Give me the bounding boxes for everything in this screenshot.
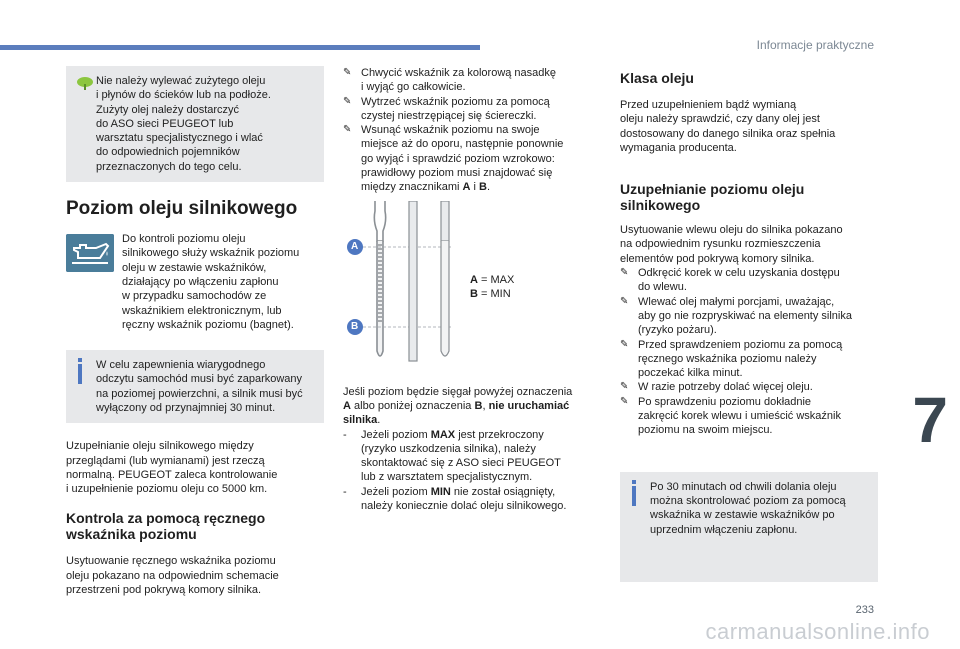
eco-note-line: Nie należy wylewać zużytego oleju (96, 75, 266, 87)
case-line: lub z warsztatem specjalistycznym. (361, 471, 533, 484)
step-bullet-icon: ✎ (620, 295, 629, 307)
refill-paragraph (66, 439, 324, 496)
paragraph-line: oleju pokazano na odpowiednim schemacie (66, 569, 279, 582)
info-note-line: wyłączony od przynajmniej 30 minut. (96, 401, 276, 414)
text-bold: B (474, 399, 483, 412)
step-line: poziomu na swoim miejscu. (638, 424, 773, 437)
step-bullet-icon: ✎ (343, 67, 352, 78)
text-run: Jeżeli poziom (361, 428, 431, 441)
intro-line: oleju w zestawie wskaźników, (122, 261, 267, 274)
intro-line: w przypadku samochodów ze (122, 290, 267, 303)
marker-a-ref: A (462, 181, 471, 194)
legend-value: = MAX (477, 273, 515, 286)
warning-line (343, 413, 601, 427)
refill-location-paragraph (620, 223, 878, 266)
eco-note-line: i płynów do ścieków lub na podłoże. (96, 89, 271, 102)
step-item (620, 295, 878, 338)
legend-value: = MIN (477, 287, 511, 300)
intro-line: Do kontroli poziomu oleju (122, 233, 246, 246)
text-run: . (377, 414, 381, 427)
step-item (343, 66, 601, 95)
paragraph-line: przestrzeni pod pokrywą komory silnika. (66, 584, 262, 597)
case-item (343, 485, 601, 514)
step-line: ręcznego wskaźnika poziomu należy (638, 352, 817, 365)
paragraph-line: Przed uzupełnieniem bądź wymianą (620, 99, 797, 111)
dipstick-illustration (343, 201, 601, 375)
legend-key: A (470, 273, 478, 286)
text-bold: MAX (430, 428, 456, 441)
step-item (620, 338, 878, 381)
heading-oil-class: Klasa oleju (620, 70, 694, 86)
step-line: W razie potrzeby dolać więcej oleju. (638, 381, 813, 394)
eco-note-line: warsztatu specjalistycznego i wlać (96, 132, 263, 145)
dipstick-steps (343, 66, 601, 195)
leaf-icon (76, 76, 94, 90)
step-item (620, 266, 878, 295)
text-run: . (486, 181, 491, 194)
info-icon (78, 358, 82, 382)
text-run: między znacznikami (361, 181, 463, 194)
info-note-line: W celu zapewnienia wiarygodnego (96, 359, 266, 372)
paragraph-line: i uzupełnienie poziomu oleju co 5000 km. (66, 483, 268, 496)
text-bold: A (343, 399, 351, 412)
info-icon (632, 480, 636, 504)
paragraph-line: Uzupełnianie oleju silnikowego między (66, 440, 254, 453)
step-bullet-icon: ✎ (343, 124, 352, 136)
case-line: (ryzyko uszkodzenia silnika), należy (361, 442, 536, 455)
column-right (620, 66, 878, 582)
case-item (343, 428, 601, 485)
step-line: Wlewać olej małymi porcjami, uważając, (638, 295, 835, 308)
info-note-box (620, 472, 878, 582)
case-line: skontaktować się z ASO sieci PEUGEOT (361, 457, 561, 470)
marker-b-ref: B (479, 181, 487, 194)
step-line: Wytrzeć wskaźnik poziomu za pomocą (361, 95, 550, 108)
step-line: poczekać kilka minut. (638, 367, 743, 380)
eco-note-line: do odpowiednich pojemników (96, 146, 240, 159)
eco-note-line: Zużyty olej należy dostarczyć (96, 103, 240, 116)
intro-line: działający po włączeniu zapłonu (122, 275, 279, 288)
info-note-line: można skontrolować poziom za pomocą (650, 494, 846, 507)
text-run: jest przekroczony (455, 428, 544, 441)
heading-refill: Uzupełnianie poziomu oleju silnikowego (620, 181, 805, 214)
step-line: miejsce aż do oporu, następnie ponownie (361, 138, 564, 151)
step-line: go wyjąć i sprawdzić poziom wzrokowo: (361, 152, 555, 165)
text-run: albo poniżej oznaczenia (350, 399, 475, 412)
step-line: do wlewu. (638, 281, 687, 294)
oil-can-icon (66, 234, 114, 272)
step-line: Przed sprawdzeniem poziomu za pomocą (638, 338, 843, 351)
legend-key: B (470, 287, 478, 300)
step-line: Po sprawdzeniu poziomu dokładnie (638, 395, 812, 408)
legend-min (470, 287, 514, 301)
column-left (66, 66, 324, 597)
step-line: Odkręcić korek w celu uzyskania dostępu (638, 267, 840, 280)
paragraph-line: normalną. PEUGEOT zaleca kontrolowanie (66, 468, 278, 481)
step-item (343, 95, 601, 124)
step-item (620, 395, 878, 438)
subheading-dipstick: Kontrola za pomocą ręcznego wskaźnika poziomu (66, 510, 266, 543)
step-line: Chwycić wskaźnik za kolorową nasadkę (361, 67, 557, 79)
text-run: i (470, 181, 479, 194)
step-item (620, 380, 878, 394)
info-note-line: odczytu samochód musi być zaparkowany (96, 373, 303, 386)
case-line: należy koniecznie dolać oleju silnikowego. (361, 500, 567, 513)
legend-max (470, 273, 514, 287)
dipstick-location-paragraph (66, 554, 324, 597)
section-title: Informacje praktyczne (756, 38, 874, 52)
watermark: carmanualsonline.info (705, 619, 930, 644)
dash-bullet: - (343, 428, 347, 441)
step-bullet-icon: ✎ (620, 338, 629, 350)
eco-note-line: do ASO sieci PEUGEOT lub (96, 117, 234, 130)
step-line: zakręcić korek wlewu i umieścić wskaźnik (638, 410, 841, 423)
oil-class-paragraph (620, 98, 878, 155)
step-line: i wyjąć go całkowicie. (361, 81, 466, 94)
step-item (343, 123, 601, 194)
eco-note-line: przeznaczonych do tego celu. (96, 160, 242, 173)
chapter-number: 7 (912, 384, 948, 456)
main-heading: Poziom oleju silnikowego (66, 198, 298, 220)
text-run: Jeżeli poziom (361, 485, 431, 498)
step-line: czystej niestrzępiącej się ściereczki. (361, 109, 537, 122)
dipstick-diagram (343, 201, 473, 375)
step-bullet-icon: ✎ (620, 267, 629, 279)
eco-note-box (66, 66, 324, 182)
text-bold: nie uruchamiać (488, 399, 570, 412)
dipstick-legend (470, 273, 514, 301)
text-bold: MIN (430, 485, 451, 498)
intro-line: ręczny wskaźnik poziomu (bagnet). (122, 318, 294, 331)
paragraph-line: Usytuowanie wlewu oleju do silnika pokazano (620, 224, 843, 237)
info-note-line: na poziomej powierzchni, a silnik musi być (96, 387, 303, 400)
warning-line: Jeśli poziom będzie sięgał powyżej oznaczenia (343, 385, 573, 398)
level-warning (343, 385, 601, 428)
text-bold: silnika (343, 414, 378, 427)
text-run: , (482, 399, 489, 412)
step-line: Wsunąć wskaźnik poziomu na swoje (361, 124, 540, 137)
marker-b-label: B (351, 320, 359, 332)
info-note-line: wskaźnika w zestawie wskaźników po (650, 509, 835, 522)
warning-line (343, 399, 601, 413)
step-line: aby go nie rozpryskiwać na elementy silnika (638, 309, 852, 322)
dash-bullet: - (343, 485, 347, 498)
oil-intro (66, 232, 324, 342)
intro-line: wskaźnikiem elektronicznym, lub (122, 304, 282, 317)
info-note-line: uprzednim włączeniu zapłonu. (650, 523, 798, 536)
column-middle (343, 66, 601, 513)
step-line: (ryzyko pożaru). (638, 324, 717, 337)
step-bullet-icon: ✎ (620, 381, 629, 393)
case-line (361, 428, 601, 442)
info-note-line: Po 30 minutach od chwili dolania oleju (650, 480, 837, 493)
paragraph-line: wymagania producenta. (620, 141, 737, 154)
paragraph-line: na odpowiednim rysunku rozmieszczenia (620, 238, 821, 251)
paragraph-line: przeglądami (lub wymianami) jest rzeczą (66, 454, 265, 467)
step-bullet-icon: ✎ (620, 395, 629, 407)
page-number: 233 (855, 604, 874, 616)
marker-a-label: A (351, 240, 359, 252)
paragraph-line: dostosowany do danego silnika oraz spełnia (620, 127, 836, 140)
text-run: nie został osiągnięty, (450, 485, 556, 498)
refill-steps (620, 266, 878, 438)
paragraph-line: Usytuowanie ręcznego wskaźnika poziomu (66, 555, 276, 568)
step-line (361, 180, 601, 194)
paragraph-line: elementów pod pokrywą komory silnika. (620, 252, 815, 265)
step-bullet-icon: ✎ (343, 95, 352, 107)
intro-line: silnikowego służy wskaźnik poziomu (122, 247, 300, 260)
level-cases (343, 428, 601, 514)
info-note-box (66, 350, 324, 423)
paragraph-line: oleju należy sprawdzić, czy dany olej jest (620, 113, 820, 126)
case-line (361, 485, 601, 499)
header-bar (0, 45, 480, 50)
step-line: prawidłowy poziom musi znajdować się (361, 167, 553, 180)
